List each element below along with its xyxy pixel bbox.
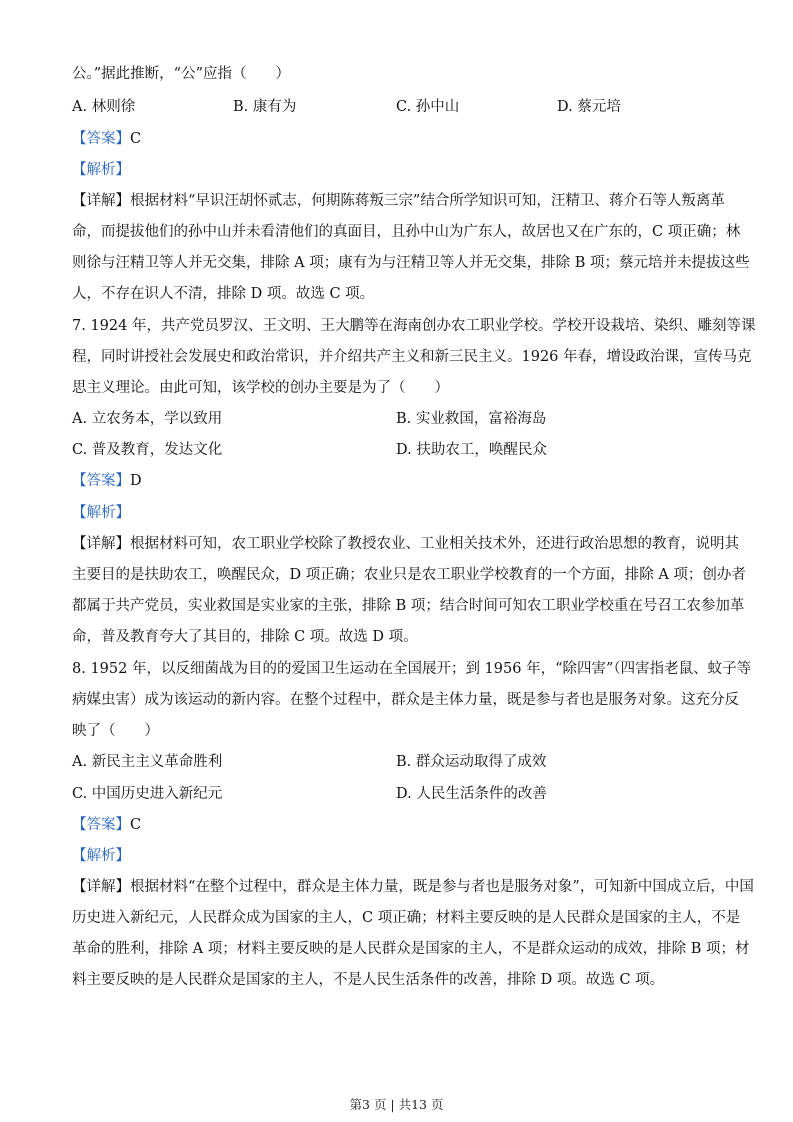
q7-detail-line: 都属于共产党员，实业救国是实业家的主张，排除 B 项；结合时间可知农工职业学校重在号召工农参加革 [72, 598, 745, 614]
q6-detail-line: 则徐与汪精卫等人并无交集，排除 A 项；康有为与汪精卫等人并无交集，排除 B 项；蔡元培并未提拔这些 [72, 255, 750, 271]
q8-stem-line: 病媒虫害）成为该运动的新内容。在整个过程中，群众是主体力量，既是参与者也是服务对象。这充分反 [72, 692, 739, 708]
answer-tag: 【答案】 [72, 817, 130, 833]
q6-analysis-heading [72, 160, 722, 180]
q8-option-d: D. 人民生活条件的改善 [396, 786, 547, 802]
q7-detail-line [72, 534, 739, 554]
q8-stem-line: 8. 1952 年，以反细菌战为目的的爱国卫生运动在全国展开；到 1956 年，“除四害”（四害指老鼠、蚊子等 [72, 661, 752, 677]
answer-tag: 【答案】 [72, 473, 130, 489]
q7-option-d: D. 扶助农工，唤醒民众 [396, 442, 547, 458]
q7-answer [72, 471, 722, 491]
q8-option-a: A. 新民主主义革命胜利 [72, 754, 223, 770]
q7-stem-line: 思主义理论。由此可知，该学校的创办主要是为了（ ） [72, 380, 449, 396]
q8-detail-line: 革命的胜利，排除 A 项；材料主要反映的是人民群众是国家的主人，不是群众运动的成效，排除 B 项；材 [72, 941, 750, 957]
analysis-tag: 【解析】 [72, 848, 130, 864]
q6-detail-line: 命，而提拔他们的孙中山并未看清他们的真面目，且孙中山为广东人，故居也又在广东的，C 项正确；林 [72, 224, 741, 240]
q7-analysis-heading [72, 503, 722, 523]
q7-detail-line: 命，普及教育夸大了其目的，排除 C 项。故选 D 项。 [72, 629, 418, 645]
q7-option-b: B. 实业救国，富裕海岛 [396, 411, 547, 427]
q8-detail-line: 料主要反映的是人民群众是国家的主人，不是人民生活条件的改善，排除 D 项。故选 C 项。 [72, 972, 665, 988]
analysis-tag: 【解析】 [72, 505, 130, 521]
answer-value: D [130, 473, 142, 489]
q8-detail-line: 历史进入新纪元，人民群众成为国家的主人，C 项正确；材料主要反映的是人民群众是国家的主人，不是 [72, 910, 741, 926]
q8-stem-line: 映了（ ） [72, 723, 159, 739]
page-footer: 第3 页 | 共13 页 [349, 1097, 444, 1112]
detail-text: 根据材料“在整个过程中，群众是主体力量，既是参与者也是服务对象”，可知新中国成立后，中国 [130, 879, 754, 895]
q6-option-b: B. 康有为 [233, 99, 297, 115]
q7-stem-line: 7. 1924 年，共产党员罗汉、王文明、王大鹏等在海南创办农工职业学校。学校开设栽培、染织、雕刻等课 [72, 318, 756, 334]
q6-option-c: C. 孙中山 [396, 99, 460, 115]
detail-text: 根据材料可知，农工职业学校除了教授农业、工业相关技术外，还进行政治思想的教育，说明其 [130, 536, 739, 552]
q8-analysis-heading [72, 846, 722, 866]
q8-detail-line [72, 877, 754, 897]
q6-detail-line: 人，不存在识人不清，排除 D 项。故选 C 项。 [72, 286, 375, 302]
q7-option-c: C. 普及教育，发达文化 [72, 442, 223, 458]
q8-option-b: B. 群众运动取得了成效 [396, 754, 547, 770]
q7-stem-line: 程，同时讲授社会发展史和政治常识，并介绍共产主义和新三民主义。1926 年春，增设政治课，宣传马克 [72, 349, 752, 365]
q8-option-c: C. 中国历史进入新纪元 [72, 786, 223, 802]
q6-answer [72, 129, 722, 149]
q6-option-d: D. 蔡元培 [557, 99, 621, 115]
detail-tag: 【详解】 [72, 879, 130, 895]
q7-detail-line: 主要目的是扶助农工，唤醒民众，D 项正确；农业只是农工职业学校教育的一个方面，排除 A 项；创办者 [72, 567, 746, 583]
answer-value: C [130, 817, 142, 833]
detail-tag: 【详解】 [72, 536, 130, 552]
q6-option-a: A. 林则徐 [72, 99, 136, 115]
answer-value: C [130, 131, 142, 147]
detail-text: 根据材料“早识汪胡怀贰志，何期陈蒋叛三宗”结合所学知识可知，汪精卫、蒋介石等人叛离革 [130, 193, 725, 209]
analysis-tag: 【解析】 [72, 162, 130, 178]
answer-tag: 【答案】 [72, 131, 130, 147]
q6-detail-line [72, 191, 725, 211]
detail-tag: 【详解】 [72, 193, 130, 209]
q6-stem-tail: 公。”据此推断，“公”应指（ ） [72, 66, 290, 82]
q8-answer [72, 815, 722, 835]
q7-option-a: A. 立农务本，学以致用 [72, 411, 223, 427]
